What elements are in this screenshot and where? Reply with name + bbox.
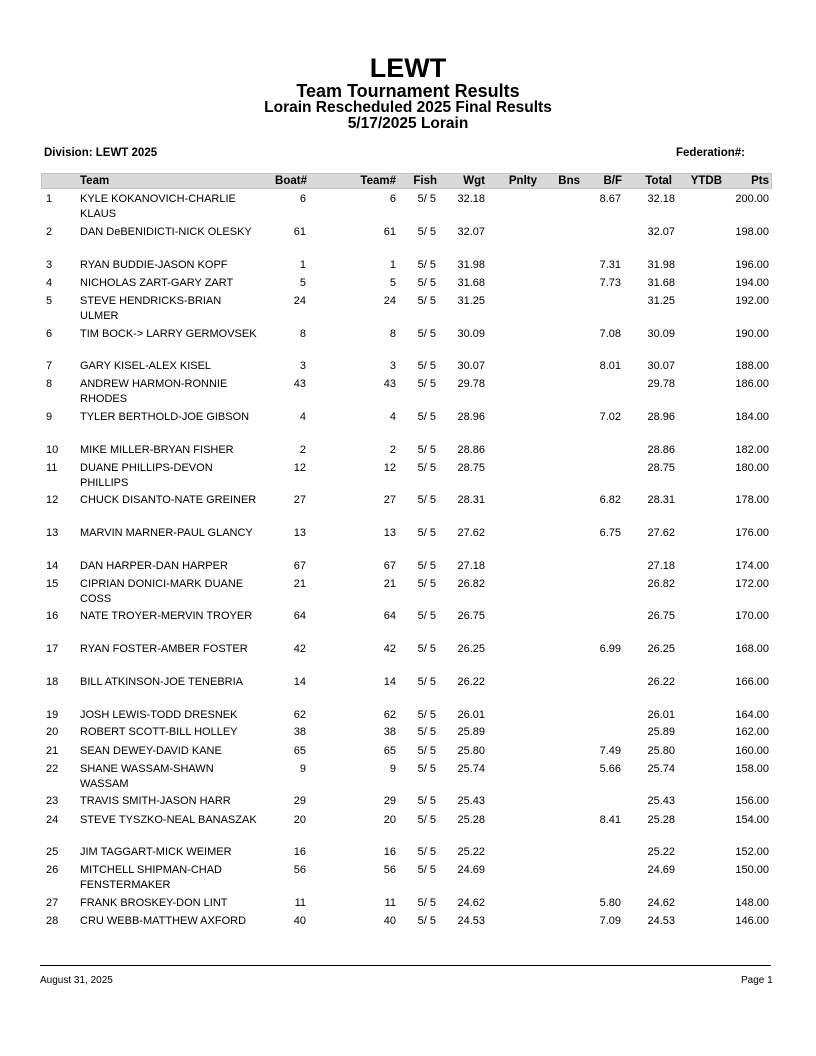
- col-bf: B/F: [603, 175, 622, 187]
- cell-wgt: 25.89: [457, 726, 485, 738]
- cell-total: 27.62: [647, 527, 675, 539]
- col-wgt: Wgt: [463, 175, 485, 187]
- cell-wgt: 32.18: [457, 193, 485, 205]
- cell-total: 28.96: [647, 411, 675, 423]
- cell-team: TRAVIS SMITH-JASON HARR: [80, 795, 231, 807]
- cell-teamno: 56: [383, 864, 396, 876]
- cell-total: 26.01: [647, 709, 675, 721]
- event-title: Lorain Rescheduled 2025 Final Results: [264, 99, 552, 116]
- cell-fish: 5/ 5: [417, 814, 436, 826]
- cell-team: MITCHELL SHIPMAN-CHAD FENSTERMAKER: [80, 864, 222, 891]
- cell-fish: 5/ 5: [417, 709, 436, 721]
- cell-wgt: 25.22: [457, 846, 485, 858]
- cell-teamno: 4: [389, 411, 396, 423]
- cell-team: KYLE KOKANOVICH-CHARLIE KLAUS: [80, 193, 236, 220]
- cell-pts: 170.00: [735, 610, 769, 622]
- cell-teamno: 24: [383, 295, 396, 307]
- cell-teamno: 13: [383, 527, 396, 539]
- cell-fish: 5/ 5: [417, 795, 436, 807]
- cell-total: 25.89: [647, 726, 675, 738]
- cell-wgt: 26.75: [457, 610, 485, 622]
- cell-total: 28.31: [647, 494, 675, 506]
- cell-team: JOSH LEWIS-TODD DRESNEK: [80, 709, 238, 721]
- division-label: Division: LEWT 2025: [44, 147, 158, 159]
- cell-boat: 24: [293, 295, 306, 307]
- cell-total: 31.68: [647, 277, 675, 289]
- cell-pts: 154.00: [735, 814, 769, 826]
- cell-rank: 8: [46, 378, 53, 390]
- cell-rank: 9: [46, 411, 53, 423]
- cell-team: NATE TROYER-MERVIN TROYER: [80, 610, 253, 622]
- cell-fish: 5/ 5: [417, 259, 436, 271]
- cell-team: FRANK BROSKEY-DON LINT: [80, 897, 228, 909]
- cell-rank: 4: [46, 277, 53, 289]
- cell-fish: 5/ 5: [417, 864, 436, 876]
- cell-team: RYAN BUDDIE-JASON KOPF: [80, 259, 228, 271]
- col-total: Total: [645, 175, 672, 187]
- cell-teamno: 6: [389, 193, 396, 205]
- cell-bf: 5.80: [599, 897, 621, 909]
- cell-pts: 156.00: [735, 795, 769, 807]
- cell-boat: 1: [299, 259, 306, 271]
- cell-total: 28.75: [647, 462, 675, 474]
- cell-rank: 27: [46, 897, 59, 909]
- cell-rank: 19: [46, 709, 59, 721]
- cell-total: 25.74: [647, 763, 675, 775]
- cell-fish: 5/ 5: [417, 444, 436, 456]
- cell-boat: 56: [293, 864, 306, 876]
- cell-total: 26.25: [647, 643, 675, 655]
- cell-fish: 5/ 5: [417, 295, 436, 307]
- cell-wgt: 26.25: [457, 643, 485, 655]
- cell-teamno: 38: [383, 726, 396, 738]
- cell-boat: 12: [293, 462, 306, 474]
- event-date-location: 5/17/2025 Lorain: [347, 115, 469, 132]
- cell-pts: 162.00: [735, 726, 769, 738]
- cell-rank: 17: [46, 643, 59, 655]
- cell-pts: 180.00: [735, 462, 769, 474]
- cell-bf: 5.66: [599, 763, 621, 775]
- page-number: Page 1: [741, 975, 773, 986]
- cell-fish: 5/ 5: [417, 726, 436, 738]
- cell-rank: 14: [46, 560, 59, 572]
- cell-wgt: 25.74: [457, 763, 485, 775]
- cell-rank: 23: [46, 795, 59, 807]
- cell-boat: 9: [299, 763, 306, 775]
- cell-pts: 196.00: [735, 259, 769, 271]
- cell-fish: 5/ 5: [417, 277, 436, 289]
- cell-boat: 61: [293, 226, 306, 238]
- cell-rank: 20: [46, 726, 59, 738]
- cell-bf: 6.75: [599, 527, 621, 539]
- cell-wgt: 28.96: [457, 411, 485, 423]
- cell-fish: 5/ 5: [417, 360, 436, 372]
- cell-rank: 10: [46, 444, 59, 456]
- cell-rank: 2: [46, 226, 53, 238]
- cell-bf: 7.73: [599, 277, 621, 289]
- cell-pts: 190.00: [735, 328, 769, 340]
- cell-boat: 65: [293, 745, 306, 757]
- cell-boat: 14: [293, 676, 306, 688]
- cell-fish: 5/ 5: [417, 610, 436, 622]
- cell-bf: 8.41: [599, 814, 621, 826]
- cell-teamno: 40: [383, 915, 396, 927]
- cell-pts: 182.00: [735, 444, 769, 456]
- report-title: Team Tournament Results: [296, 81, 520, 101]
- cell-wgt: 27.18: [457, 560, 485, 572]
- cell-fish: 5/ 5: [417, 560, 436, 572]
- cell-pts: 166.00: [735, 676, 769, 688]
- cell-fish: 5/ 5: [417, 193, 436, 205]
- cell-boat: 29: [293, 795, 306, 807]
- cell-total: 25.43: [647, 795, 675, 807]
- cell-team: SEAN DEWEY-DAVID KANE: [80, 745, 222, 757]
- cell-wgt: 28.31: [457, 494, 485, 506]
- cell-team: MIKE MILLER-BRYAN FISHER: [80, 444, 234, 456]
- cell-wgt: 28.86: [457, 444, 485, 456]
- cell-boat: 42: [293, 643, 306, 655]
- cell-total: 24.62: [647, 897, 675, 909]
- cell-teamno: 2: [389, 444, 396, 456]
- footer-divider: [40, 965, 771, 966]
- cell-pts: 150.00: [735, 864, 769, 876]
- cell-team: STEVE HENDRICKS-BRIAN ULMER: [80, 295, 222, 322]
- col-fish: Fish: [413, 175, 437, 187]
- cell-wgt: 31.98: [457, 259, 485, 271]
- cell-total: 32.07: [647, 226, 675, 238]
- cell-rank: 16: [46, 610, 59, 622]
- cell-wgt: 28.75: [457, 462, 485, 474]
- cell-bf: 7.49: [599, 745, 621, 757]
- cell-teamno: 16: [383, 846, 396, 858]
- cell-wgt: 26.22: [457, 676, 485, 688]
- cell-wgt: 27.62: [457, 527, 485, 539]
- cell-total: 25.80: [647, 745, 675, 757]
- cell-pts: 194.00: [735, 277, 769, 289]
- cell-fish: 5/ 5: [417, 226, 436, 238]
- cell-fish: 5/ 5: [417, 676, 436, 688]
- cell-team: BILL ATKINSON-JOE TENEBRIA: [80, 676, 244, 688]
- cell-total: 26.75: [647, 610, 675, 622]
- cell-boat: 43: [293, 378, 306, 390]
- cell-rank: 22: [46, 763, 59, 775]
- cell-wgt: 26.01: [457, 709, 485, 721]
- cell-fish: 5/ 5: [417, 462, 436, 474]
- cell-team: MARVIN MARNER-PAUL GLANCY: [80, 527, 253, 539]
- cell-team: DUANE PHILLIPS-DEVON PHILLIPS: [80, 462, 213, 489]
- cell-teamno: 11: [384, 897, 396, 909]
- cell-wgt: 31.25: [457, 295, 485, 307]
- cell-wgt: 29.78: [457, 378, 485, 390]
- cell-teamno: 3: [389, 360, 396, 372]
- cell-pts: 160.00: [735, 745, 769, 757]
- cell-teamno: 8: [389, 328, 396, 340]
- cell-team: JIM TAGGART-MICK WEIMER: [80, 846, 232, 858]
- cell-boat: 38: [293, 726, 306, 738]
- cell-bf: 8.01: [599, 360, 621, 372]
- cell-team: SHANE WASSAM-SHAWN WASSAM: [80, 763, 214, 790]
- cell-pts: 152.00: [735, 846, 769, 858]
- col-pts: Pts: [751, 175, 769, 187]
- cell-boat: 40: [293, 915, 306, 927]
- cell-team: RYAN FOSTER-AMBER FOSTER: [80, 643, 248, 655]
- cell-boat: 13: [293, 527, 306, 539]
- cell-team: STEVE TYSZKO-NEAL BANASZAK: [80, 814, 257, 826]
- col-ytdb: YTDB: [690, 175, 722, 187]
- cell-boat: 16: [293, 846, 306, 858]
- cell-boat: 64: [293, 610, 306, 622]
- cell-team: DAN DeBENIDICTI-NICK OLESKY: [80, 226, 252, 238]
- cell-team: NICHOLAS ZART-GARY ZART: [80, 277, 234, 289]
- cell-wgt: 25.43: [457, 795, 485, 807]
- cell-pts: 184.00: [735, 411, 769, 423]
- cell-team: GARY KISEL-ALEX KISEL: [80, 360, 212, 372]
- cell-fish: 5/ 5: [417, 745, 436, 757]
- cell-rank: 13: [46, 527, 59, 539]
- cell-rank: 18: [46, 676, 59, 688]
- cell-fish: 5/ 5: [417, 846, 436, 858]
- cell-wgt: 32.07: [457, 226, 485, 238]
- cell-rank: 3: [46, 259, 53, 271]
- cell-fish: 5/ 5: [417, 378, 436, 390]
- cell-pts: 198.00: [735, 226, 769, 238]
- cell-total: 26.82: [647, 578, 675, 590]
- cell-pts: 148.00: [735, 897, 769, 909]
- cell-rank: 26: [46, 864, 59, 876]
- cell-teamno: 5: [389, 277, 396, 289]
- cell-rank: 21: [46, 745, 59, 757]
- cell-teamno: 21: [383, 578, 396, 590]
- cell-team: DAN HARPER-DAN HARPER: [80, 560, 228, 572]
- cell-bf: 7.09: [599, 915, 621, 927]
- cell-total: 26.22: [647, 676, 675, 688]
- cell-team: ROBERT SCOTT-BILL HOLLEY: [80, 726, 238, 738]
- cell-bf: 8.67: [599, 193, 621, 205]
- col-boat: Boat#: [275, 175, 307, 187]
- cell-rank: 15: [46, 578, 59, 590]
- cell-team: TYLER BERTHOLD-JOE GIBSON: [80, 411, 250, 423]
- col-pnlty: Pnlty: [508, 175, 537, 187]
- cell-rank: 25: [46, 846, 59, 858]
- cell-fish: 5/ 5: [417, 643, 436, 655]
- cell-boat: 4: [299, 411, 306, 423]
- cell-wgt: 25.80: [457, 745, 485, 757]
- cell-boat: 3: [299, 360, 306, 372]
- cell-fish: 5/ 5: [417, 527, 436, 539]
- cell-pts: 200.00: [735, 193, 769, 205]
- cell-boat: 67: [293, 560, 306, 572]
- cell-total: 30.09: [647, 328, 675, 340]
- cell-teamno: 64: [383, 610, 396, 622]
- federation-label: Federation#:: [676, 147, 746, 159]
- cell-rank: 12: [46, 494, 59, 506]
- cell-fish: 5/ 5: [417, 328, 436, 340]
- cell-boat: 62: [293, 709, 306, 721]
- cell-pts: 192.00: [735, 295, 769, 307]
- cell-rank: 1: [46, 193, 53, 205]
- cell-team: ANDREW HARMON-RONNIE RHODES: [80, 378, 228, 405]
- cell-fish: 5/ 5: [417, 763, 436, 775]
- cell-total: 32.18: [647, 193, 675, 205]
- cell-bf: 7.08: [599, 328, 621, 340]
- cell-pts: 146.00: [735, 915, 769, 927]
- cell-rank: 24: [46, 814, 59, 826]
- cell-pts: 164.00: [735, 709, 769, 721]
- col-teamno: Team#: [360, 175, 396, 187]
- cell-total: 24.53: [647, 915, 675, 927]
- cell-wgt: 24.69: [457, 864, 485, 876]
- cell-wgt: 26.82: [457, 578, 485, 590]
- cell-bf: 7.31: [599, 259, 621, 271]
- cell-teamno: 42: [383, 643, 396, 655]
- cell-total: 31.98: [647, 259, 675, 271]
- cell-total: 24.69: [647, 864, 675, 876]
- cell-boat: 2: [299, 444, 306, 456]
- cell-fish: 5/ 5: [417, 915, 436, 927]
- cell-fish: 5/ 5: [417, 578, 436, 590]
- cell-total: 27.18: [647, 560, 675, 572]
- cell-rank: 28: [46, 915, 59, 927]
- column-header-bar: [41, 173, 772, 189]
- cell-total: 31.25: [647, 295, 675, 307]
- cell-total: 29.78: [647, 378, 675, 390]
- cell-rank: 7: [46, 360, 53, 372]
- cell-pts: 158.00: [735, 763, 769, 775]
- cell-pts: 178.00: [735, 494, 769, 506]
- cell-boat: 20: [293, 814, 306, 826]
- cell-wgt: 25.28: [457, 814, 485, 826]
- cell-boat: 27: [293, 494, 306, 506]
- cell-teamno: 62: [383, 709, 396, 721]
- cell-pts: 186.00: [735, 378, 769, 390]
- cell-teamno: 14: [383, 676, 396, 688]
- cell-boat: 21: [293, 578, 306, 590]
- cell-wgt: 30.07: [457, 360, 485, 372]
- cell-fish: 5/ 5: [417, 411, 436, 423]
- cell-teamno: 67: [383, 560, 396, 572]
- cell-total: 28.86: [647, 444, 675, 456]
- cell-teamno: 65: [383, 745, 396, 757]
- cell-pts: 168.00: [735, 643, 769, 655]
- cell-teamno: 12: [383, 462, 396, 474]
- footer-date: August 31, 2025: [40, 975, 113, 986]
- cell-teamno: 61: [383, 226, 396, 238]
- cell-teamno: 20: [383, 814, 396, 826]
- col-bns: Bns: [558, 175, 580, 187]
- cell-boat: 6: [299, 193, 306, 205]
- cell-fish: 5/ 5: [417, 494, 436, 506]
- cell-pts: 174.00: [735, 560, 769, 572]
- cell-wgt: 24.53: [457, 915, 485, 927]
- cell-team: CRU WEBB-MATTHEW AXFORD: [80, 915, 247, 927]
- cell-boat: 5: [299, 277, 306, 289]
- org-title: LEWT: [369, 53, 447, 83]
- cell-rank: 6: [46, 328, 53, 340]
- cell-teamno: 1: [389, 259, 396, 271]
- cell-rank: 11: [46, 462, 58, 474]
- cell-team: CIPRIAN DONICI-MARK DUANE COSS: [80, 578, 244, 605]
- cell-teamno: 43: [383, 378, 396, 390]
- cell-pts: 176.00: [735, 527, 769, 539]
- cell-total: 25.22: [647, 846, 675, 858]
- col-team: Team: [80, 175, 110, 187]
- cell-total: 30.07: [647, 360, 675, 372]
- cell-teamno: 27: [383, 494, 396, 506]
- cell-fish: 5/ 5: [417, 897, 436, 909]
- cell-bf: 6.99: [599, 643, 621, 655]
- cell-wgt: 24.62: [457, 897, 485, 909]
- cell-bf: 6.82: [599, 494, 621, 506]
- cell-boat: 11: [294, 897, 306, 909]
- cell-teamno: 29: [383, 795, 396, 807]
- cell-wgt: 30.09: [457, 328, 485, 340]
- cell-total: 25.28: [647, 814, 675, 826]
- cell-pts: 188.00: [735, 360, 769, 372]
- cell-team: CHUCK DISANTO-NATE GREINER: [80, 494, 257, 506]
- cell-boat: 8: [299, 328, 306, 340]
- cell-bf: 7.02: [599, 411, 621, 423]
- cell-teamno: 9: [389, 763, 396, 775]
- cell-wgt: 31.68: [457, 277, 485, 289]
- cell-pts: 172.00: [735, 578, 769, 590]
- cell-team: TIM BOCK-> LARRY GERMOVSEK: [80, 328, 257, 340]
- cell-rank: 5: [46, 295, 53, 307]
